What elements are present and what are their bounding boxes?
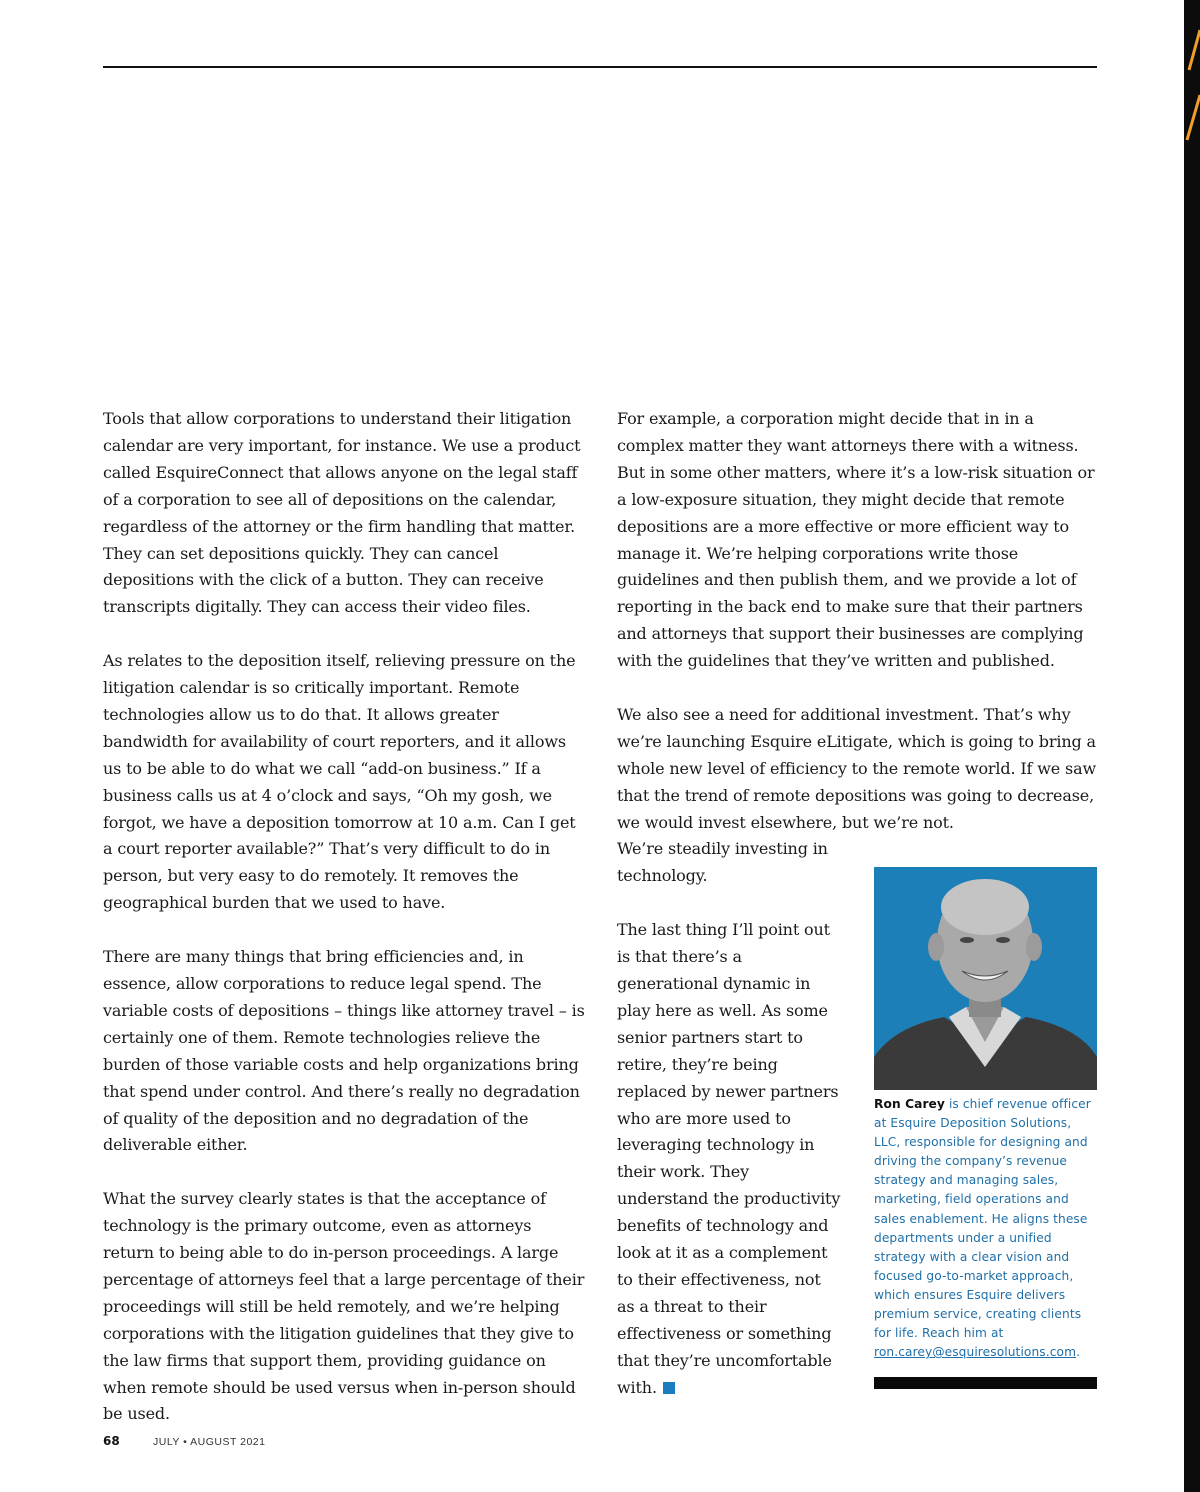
edge-accent-lines — [1184, 0, 1200, 1492]
article-paragraph: We’re steadily investing in technology. — [617, 839, 828, 886]
end-of-article-icon — [663, 1382, 675, 1394]
author-bio-text: is chief revenue officer at Esquire Deposition Solutions, LLC, responsible for designing and driving the company’s revenue strategy and managing sales, marketing, field operations and sales enablement. He aligns these departments under a unified strategy with a clear vision and focused go-to-market approach, which ensures Esquire delivers premium service, creating clients for life. Reach him at — [874, 1097, 1091, 1341]
top-rule — [103, 66, 1097, 68]
author-name: Ron Carey — [874, 1097, 945, 1111]
page-number: 68 — [103, 1434, 120, 1448]
article-paragraph: As relates to the deposition itself, relieving pressure on the litigation calendar is so critically important. Remote technologies allow us to do that. It allows greater bandwidth for availability of court reporters, and it allows us to be able to do what we call “add-on business.” If a business calls us at 4 o’clock and says, “Oh my gosh, we forgot, we have a deposition tomorrow at 10 a.m. Can I get a court reporter available?” That’s very difficult to do in person, but very easy to do remotely. It removes the geographical burden that we used to have. — [103, 651, 576, 913]
page-edge-strip — [1184, 0, 1200, 1492]
article-paragraph-text: The last thing I’ll point out is that there’s a generational dynamic in play here as well. As some senior partners start to retire, they’re being replaced by newer partners who are more used to leveraging technology in their work. They understand the productivity benefits of technology and look at it as a complement to their effectiveness, not as a threat to their effectiveness or something that they’re uncomfortable with. — [617, 920, 841, 1397]
author-bio-end: . — [1076, 1345, 1081, 1360]
sidebar-bottom-bar — [874, 1377, 1097, 1389]
issue-date: JULY • AUGUST 2021 — [153, 1436, 266, 1448]
author-photo — [874, 867, 1097, 1090]
article-paragraph: For example, a corporation might decide that in in a complex matter they want attorneys there with a witness. But in some other matters, where it’s a low-risk situation or a low-exposure situation, they might decide that remote depositions are a more effective or more efficient way to manage it. We’re helping corporations write those guidelines and then publish them, and we provide a lot of reporting in the back end to make sure that their partners and attorneys that support their businesses are complying with the guidelines that they’ve written and published. — [617, 409, 1095, 671]
article-left-column — [103, 406, 587, 1455]
article-paragraph-final — [617, 917, 841, 1401]
article-paragraph: What the survey clearly states is that the acceptance of technology is the primary outcome, even as attorneys return to being able to do in-person proceedings. A large percentage of attorneys feel that a large percentage of their proceedings will still be held remotely, and we’re helping corporations with the litigation guidelines that they give to the law firms that support them, providing guidance on when remote should be used versus when in-person should be used. — [103, 1189, 585, 1424]
article-paragraph: Tools that allow corporations to understand their litigation calendar are very important, for instance. We use a product called EsquireConnect that allows anyone on the legal staff of a corporation to see all of depositions on the calendar, regardless of the attorney or the firm handling that matter. They can set depositions quickly. They can cancel depositions with the click of a button. They can receive transcripts digitally. They can access their video files. — [103, 409, 581, 617]
author-email-link[interactable]: ron.carey@esquiresolutions.com — [874, 1345, 1077, 1360]
headshot-photo-icon — [874, 867, 1097, 1090]
author-bio — [874, 1095, 1098, 1362]
article-paragraph: There are many things that bring efficiencies and, in essence, allow corporations to reduce legal spend. The variable costs of depositions – things like attorney travel – is certainly one of them. Remote technologies relieve the burden of those variable costs and help organizations bring that spend under control. And there’s really no degradation of quality of the deposition and no degradation of the deliverable either. — [103, 947, 585, 1155]
article-paragraph: We also see a need for additional investment. That’s why we’re launching Esquire eLitigate, which is going to bring a whole new level of efficiency to the remote world. If we saw that the trend of remote depositions was going to decrease, we would invest elsewhere, but we’re not. — [617, 704, 1097, 832]
